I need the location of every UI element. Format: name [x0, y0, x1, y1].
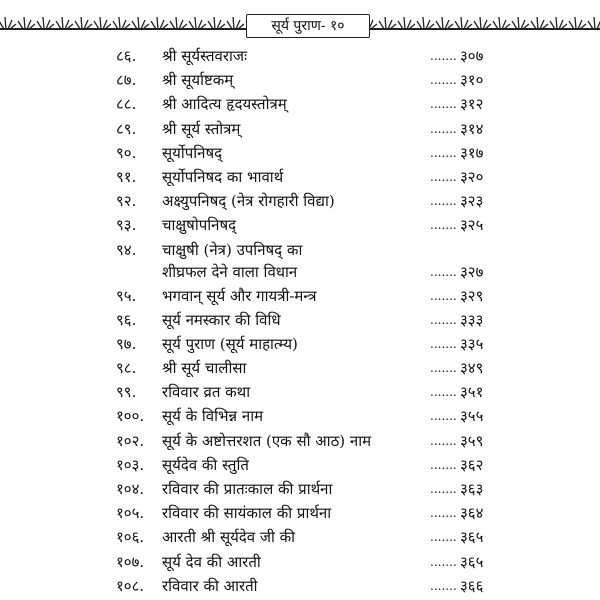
toc-row — [0, 44, 600, 68]
toc-row — [0, 525, 600, 549]
toc-number: ८७. — [116, 71, 137, 90]
toc-leader-dots: ....... — [430, 457, 457, 472]
toc-leader-dots: ....... — [430, 506, 457, 521]
toc-number: १०३. — [116, 455, 145, 474]
toc-number: ९४. — [116, 240, 137, 259]
toc-page-number: ३६५ — [460, 528, 484, 547]
toc-row — [0, 453, 600, 477]
toc-title: सूर्यदेव की स्तुति — [162, 455, 249, 474]
toc-page-number: ३३३ — [460, 310, 484, 329]
toc-page-number: ३२० — [460, 167, 484, 186]
toc-row — [0, 92, 600, 116]
toc-title: सूर्य के अष्टोत्तरशत (एक सौ आठ) नाम — [162, 431, 372, 450]
toc-leader-dots: ....... — [430, 288, 457, 303]
toc-row — [0, 165, 600, 189]
toc-leader-dots: ....... — [430, 530, 457, 545]
toc-title: सूर्योपनिषद का भावार्थ — [162, 167, 284, 186]
toc-title: श्री आदित्य हृदयस्तोत्रम् — [162, 95, 287, 114]
toc-leader-dots: ....... — [430, 218, 457, 233]
toc-page-number: ३३५ — [460, 334, 484, 353]
toc-number: ९९. — [116, 383, 137, 402]
toc-page-number: ३१० — [460, 71, 484, 90]
toc-leader-dots: ....... — [430, 385, 457, 400]
toc-row — [0, 356, 600, 380]
toc-title: सूर्य पुराण (सूर्य माहात्म्य) — [162, 334, 298, 353]
toc-number: ९३. — [116, 216, 137, 235]
toc-row — [0, 308, 600, 332]
toc-leader-dots: ....... — [430, 264, 457, 279]
toc-title: अक्ष्युपनिषद् (नेत्र रोगहारी विद्या) — [162, 192, 335, 211]
toc-page-number: ३५९ — [460, 431, 484, 450]
toc-leader-dots: ....... — [430, 169, 457, 184]
toc-row — [0, 284, 600, 308]
toc-page-number: ३६६ — [460, 576, 484, 595]
toc-title: श्री सूर्याष्टकम् — [162, 71, 234, 90]
toc-number: ९१. — [116, 167, 137, 186]
toc-title: श्री सूर्य चालीसा — [162, 359, 247, 378]
toc-page-number: ३२७ — [460, 262, 484, 281]
toc-leader-dots: ....... — [430, 578, 457, 593]
toc-page-number: ३६४ — [460, 504, 484, 523]
toc-title: चाक्षुषी (नेत्र) उपनिषद् का — [162, 240, 303, 259]
toc-title: आरती श्री सूर्यदेव जी की — [162, 528, 296, 547]
toc-page-number: ३२९ — [460, 286, 484, 305]
toc-page-number: ३६२ — [460, 455, 484, 474]
toc-number: ९०. — [116, 143, 137, 162]
toc-title: रविवार की सायंकाल की प्रार्थना — [162, 504, 332, 523]
toc-leader-dots: ....... — [430, 49, 457, 63]
toc-number: ९२. — [116, 192, 137, 211]
toc-number: १०८. — [116, 576, 145, 595]
toc-page-number: ३५१ — [460, 383, 484, 402]
toc-leader-dots: ....... — [430, 312, 457, 327]
toc-number: ८८. — [116, 95, 137, 114]
toc-number: १००. — [116, 407, 145, 426]
toc-leader-dots: ....... — [430, 194, 457, 209]
toc-leader-dots: ....... — [430, 554, 457, 569]
toc-leader-dots: ....... — [430, 361, 457, 376]
toc-row — [0, 477, 600, 501]
toc-row — [0, 380, 600, 404]
page-title: सूर्य पुराण- १० — [246, 14, 370, 38]
toc-number: ८६. — [116, 47, 137, 65]
toc-leader-dots: ....... — [430, 482, 457, 496]
toc-title: सूर्योपनिषद् — [162, 143, 223, 162]
toc-number: १०५. — [116, 504, 145, 523]
toc-number: १०४. — [116, 480, 145, 498]
toc-leader-dots: ....... — [430, 336, 457, 351]
toc-row — [0, 550, 600, 574]
toc-row — [0, 141, 600, 165]
toc-title: सूर्य देव की आरती — [162, 552, 261, 571]
toc-row — [0, 404, 600, 428]
toc-page-number: ३१४ — [460, 119, 484, 138]
toc-leader-dots: ....... — [430, 73, 457, 88]
toc-title: श्री सूर्यस्तवराजः — [162, 47, 248, 65]
toc-page-number: ३०७ — [460, 47, 484, 65]
toc-number: ९८. — [116, 359, 137, 378]
toc-title: रविवार की आरती — [162, 576, 258, 595]
toc-page-number: ३२५ — [460, 216, 484, 235]
table-of-contents — [0, 44, 600, 598]
toc-number: १०२. — [116, 431, 145, 450]
toc-title: श्री सूर्य स्तोत्रम् — [162, 119, 241, 138]
toc-number: १०७. — [116, 552, 145, 571]
toc-title-line2: शीघ्रफल देने वाला विधान — [162, 262, 298, 281]
toc-page-number: ३६३ — [460, 480, 484, 498]
toc-leader-dots: ....... — [430, 409, 457, 424]
toc-row — [0, 332, 600, 356]
toc-row — [0, 574, 600, 598]
toc-number: ८९. — [116, 119, 137, 138]
header-band — [0, 0, 600, 40]
toc-page-number: ३४९ — [460, 359, 484, 378]
toc-row — [0, 68, 600, 92]
toc-leader-dots: ....... — [430, 97, 457, 112]
toc-leader-dots: ....... — [430, 121, 457, 136]
toc-row — [0, 501, 600, 525]
toc-page-number: ३२३ — [460, 192, 484, 211]
toc-page-number: ३१२ — [460, 95, 484, 114]
toc-title: चाक्षुषोपनिषद् — [162, 216, 237, 235]
toc-row — [0, 238, 600, 284]
toc-page-number: ३५५ — [460, 407, 484, 426]
toc-title: भगवान् सूर्य और गायत्री-मन्त्र — [162, 286, 317, 305]
toc-page-number: ३६५ — [460, 552, 484, 571]
toc-row — [0, 117, 600, 141]
toc-page-number: ३१७ — [460, 143, 484, 162]
toc-number: ९६. — [116, 310, 137, 329]
toc-row — [0, 213, 600, 237]
toc-leader-dots: ....... — [430, 433, 457, 448]
toc-title: सूर्य नमस्कार की विधि — [162, 310, 281, 329]
toc-title: सूर्य के विभिन्न नाम — [162, 407, 264, 426]
toc-row — [0, 429, 600, 453]
toc-number: ९७. — [116, 334, 137, 353]
toc-title: रविवार की प्रातःकाल की प्रार्थना — [162, 480, 333, 498]
toc-number: ९५. — [116, 286, 137, 305]
toc-number: १०६. — [116, 528, 145, 547]
toc-leader-dots: ....... — [430, 145, 457, 160]
toc-row — [0, 189, 600, 213]
toc-title: रविवार व्रत कथा — [162, 383, 251, 402]
